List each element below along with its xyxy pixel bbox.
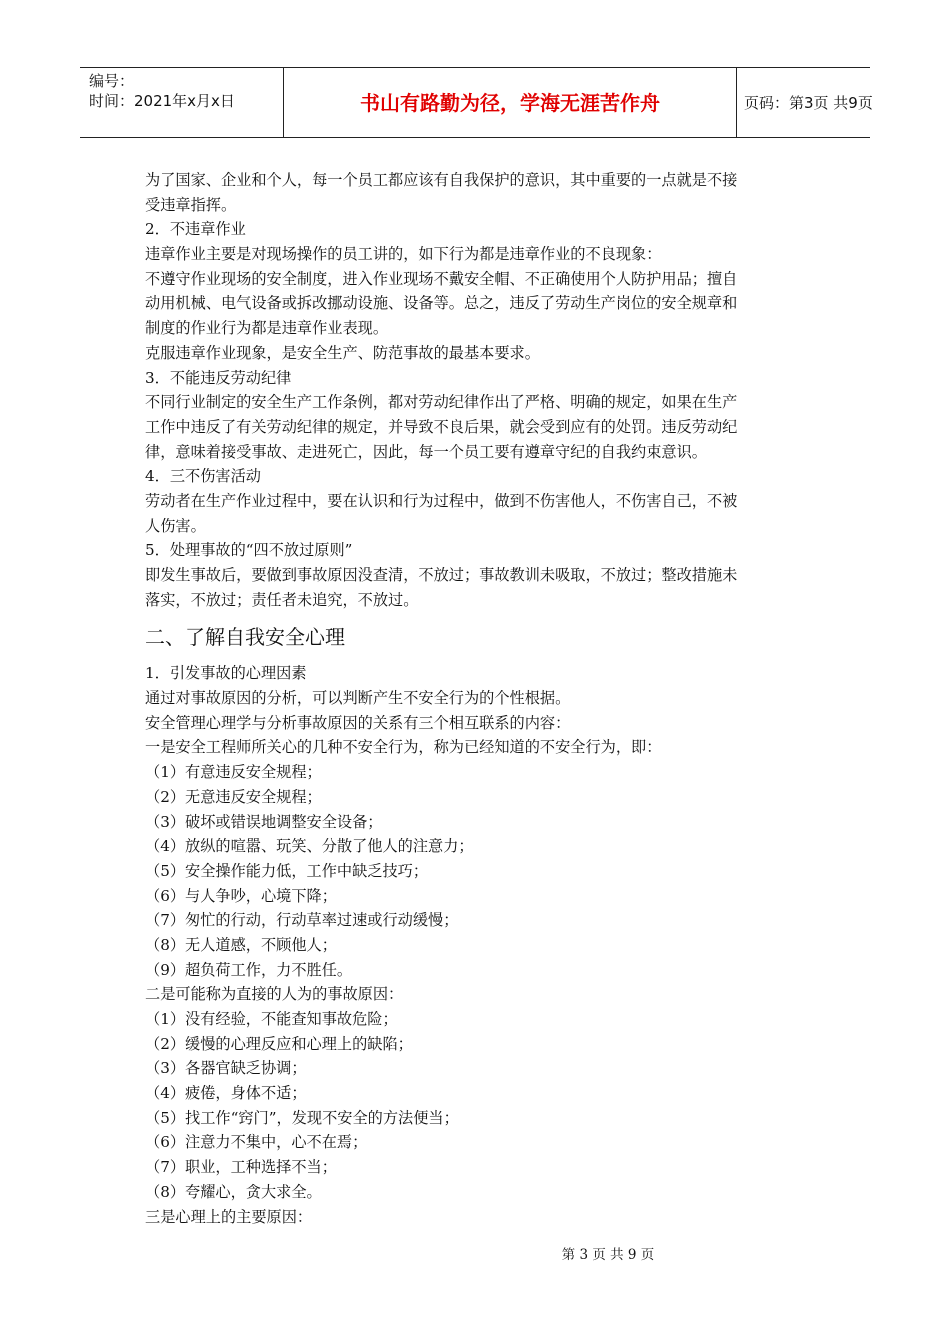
text-line: 安全管理心理学与分析事故原因的关系有三个相互联系的内容： [145,713,571,732]
list-item: （3）破坏或错误地调整安全设备； [145,812,383,831]
list-item: （1）有意违反安全规程； [145,763,322,782]
text-line: 二是可能称为直接的人为的事故原因： [145,985,404,1004]
text-line: 不同行业制定的安全生产工作条例，都对劳动纪律作出了严格、明确的规定，如果在生产 [145,393,738,412]
list-item: （2）无意违反安全规程； [145,787,322,806]
paragraph-block-1 [145,168,810,612]
footer-page-number: 第 3 页 共 9 页 [561,1247,655,1263]
text-line: 落实，不放过；责任者未追究，不放过。 [145,590,419,609]
text-line: 动用机械、电气设备或拆改挪动设施、设备等。总之，违反了劳动生产岗位的安全规章和 [145,294,738,313]
section-heading: 二、了解自我安全心理 [145,625,345,650]
number-label: 编号： [89,72,135,90]
text-line: 通过对事故原因的分析，可以判断产生不安全行为的个性根据。 [145,689,571,708]
header-motto-cell [283,68,737,137]
list-item: （7）匆忙的行动，行动草率过速或行动缓慢； [145,911,459,930]
header-table [80,67,873,138]
list-item: （6）注意力不集中，心不在焉； [145,1133,368,1152]
list-item: （2）缓慢的心理反应和心理上的缺陷； [145,1034,413,1053]
list-item: （5）找工作“窍门”，发现不安全的方法便当； [145,1108,459,1127]
list-item: （5）安全操作能力低，工作中缺乏技巧； [145,861,429,880]
text-line: 1．引发事故的心理因素 [145,664,307,683]
list-item: （1）没有经验，不能查知事故危险； [145,1010,398,1028]
time-label: 时间：2021年x月x日 [89,92,235,110]
text-line: 一是安全工程师所关心的几种不安全行为，称为已经知道的不安全行为，即： [145,738,662,757]
document-body [145,168,810,1229]
page-label: 页码：第3页 共9页 [744,94,873,112]
text-line: 5．处理事故的“四不放过原则” [145,541,353,560]
list-item: （3）各器官缺乏协调； [145,1059,307,1078]
header-left-cell [80,68,283,137]
paragraph-block-2 [145,661,810,1229]
text-line: 三是心理上的主要原因： [145,1207,313,1226]
text-line: 3．不能违反劳动纪律 [145,368,292,387]
text-line: 违章作业主要是对现场操作的员工讲的，如下行为都是违章作业的不良现象： [145,245,662,264]
list-item: （6）与人争吵，心境下降； [145,886,337,905]
page-footer [0,1246,950,1264]
text-line: 工作中违反了有关劳动纪律的规定，并导致不良后果，就会受到应有的处罚。违反劳动纪 [145,417,738,436]
text-line: 律，意味着接受事故、走进死亡，因此，每一个员工要有遵章守纪的自我约束意识。 [145,442,707,461]
list-item: （4）疲倦，身体不适； [145,1084,307,1103]
text-line: 2．不违章作业 [145,220,246,239]
list-item: （8）无人道感，不顾他人； [145,935,337,954]
text-line: 不遵守作业现场的安全制度，进入作业现场不戴安全帽、不正确使用个人防护用品；擅自 [145,269,738,288]
list-item: （8）夸耀心，贪大求全。 [145,1182,322,1201]
text-line: 为了国家、企业和个人，每一个员工都应该有自我保护的意识，其中重要的一点就是不接 [145,171,738,189]
text-line: 4．三不伤害活动 [145,467,261,486]
text-line: 受违章指挥。 [145,195,237,214]
text-line: 人伤害。 [145,516,206,535]
text-line: 制度的作业行为都是违章作业表现。 [145,319,388,338]
text-line: 劳动者在生产作业过程中，要在认识和行为过程中，做到不伤害他人，不伤害自己，不被 [145,491,738,510]
list-item: （9）超负荷工作，力不胜任。 [145,960,353,979]
motto-text: 书山有路勤为径，学海无涯苦作舟 [360,91,660,115]
header-page-cell [736,68,873,137]
text-line: 即发生事故后，要做到事故原因没查清，不放过；事故教训未吸取，不放过；整改措施未 [145,566,738,584]
text-line: 克服违章作业现象，是安全生产、防范事故的最基本要求。 [145,343,540,362]
list-item: （7）职业，工种选择不当； [145,1158,337,1177]
list-item: （4）放纵的喧嚣、玩笑、分散了他人的注意力； [145,837,474,856]
